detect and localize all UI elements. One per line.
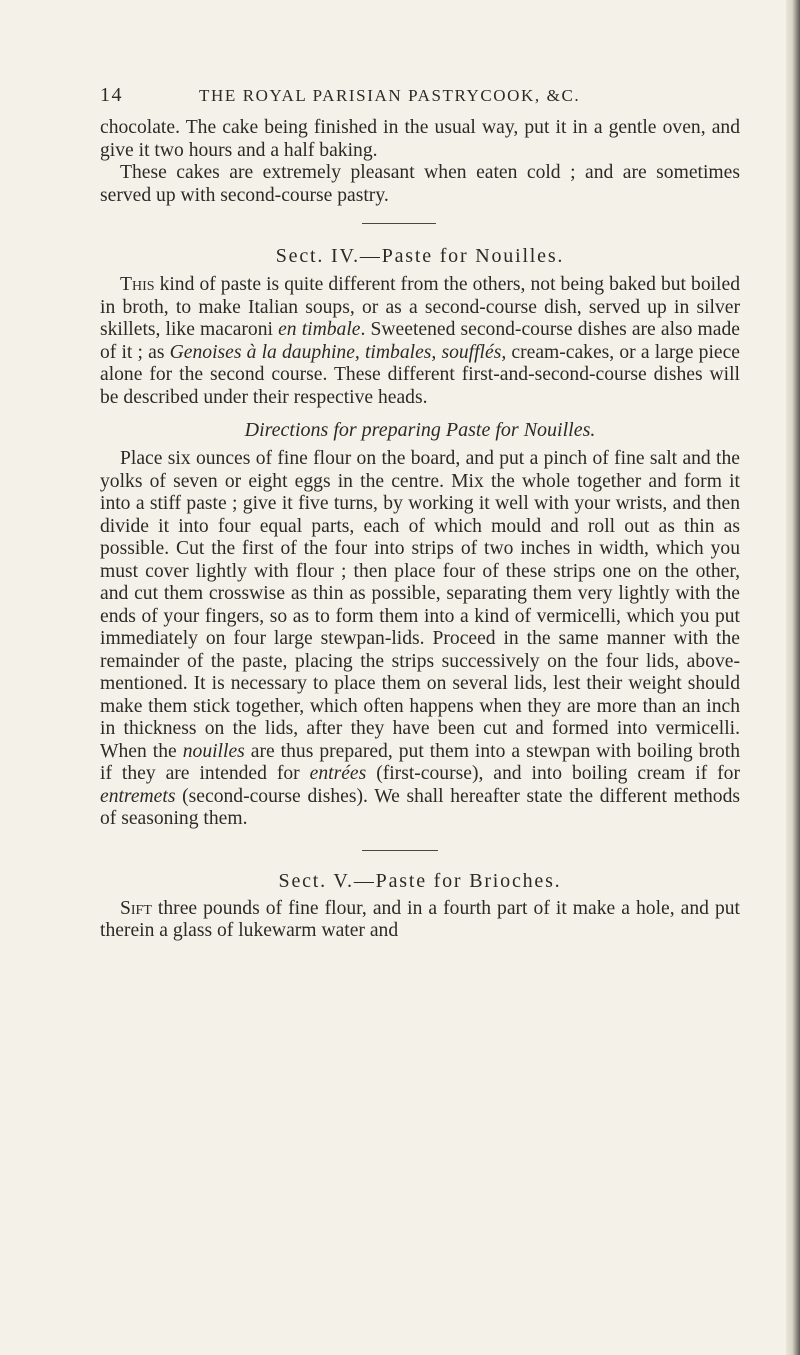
page-number: 14	[100, 84, 123, 106]
opening-paragraph: chocolate. The cake being finished in the usual way, put it in a gentle oven, and give it two hours and a half baking.	[100, 117, 740, 161]
section-4-drop-word: This	[120, 274, 155, 295]
book-page	[100, 80, 740, 943]
section-divider-rule	[362, 223, 436, 224]
running-header	[100, 80, 740, 110]
directions-paragraph: Place six ounces of fine flour on the board, and put a pinch of fine salt and the yolks of seven or eight eggs in the centre. Mix the whole together and form it into a stiff paste ; give it five turns, by working it well with your wrists, and then divide it into four equal parts, each of which mould and roll out as thin as possible. Cut the first of the four into strips of two inches in width, which you must cover lightly with flour ; then place four of these strips one on the other, and cut them crosswise as thin as possible, separating them very lightly with the ends of your fingers, so as to form them into a kind of vermicelli, which you put immediately on four large stewpan-lids. Proceed in the same manner with the remainder of the paste, placing the strips successively on the four lids, above-mentioned. It is necessary to place them on several lids, lest their weight should make them stick together, which often happens when they are more than an inch in thickness on the lids, after they have been cut and formed into vermicelli. When the nouilles are thus prepared, put them into a stewpan with boiling broth if they are intended for entrées (first-course), and into boiling cream if for entremets (second-course dishes). We shall hereafter state the different methods of seasoning them.	[100, 448, 740, 829]
page-edge-shadow	[786, 0, 800, 1355]
section-5-drop-word: Sift	[120, 897, 152, 919]
section-5-paragraph: Sift three pounds of fine flour, and in a fourth part of it make a hole, and put therein a glass of lukewarm water and	[100, 897, 740, 941]
section-4-heading: Sect. IV.—Paste for Nouilles.	[275, 245, 565, 267]
section-divider-rule-2	[362, 850, 438, 851]
opening-paragraph-2: These cakes are extremely pleasant when eaten cold ; and are sometimes served up with second-course pastry.	[100, 162, 740, 206]
directions-subheading: Directions for preparing Paste for Nouilles.	[244, 419, 596, 441]
section-5-heading: Sect. V.—Paste for Brioches.	[278, 869, 562, 892]
section-4-intro: This kind of paste is quite different from the others, not being baked but boiled in broth, to make Italian soups, or as a second-course dish, served up in silver skillets, like macaroni en timbale. Sweetened second-course dishes are also made of it ; as Genoises à la dauphine, timbales, soufflés, cream-cakes, or a large piece alone for the second course. These different first-and-second-course dishes will be described under their respective heads.	[100, 274, 741, 408]
running-title: THE ROYAL PARISIAN PASTRYCOOK, &C.	[199, 86, 581, 105]
